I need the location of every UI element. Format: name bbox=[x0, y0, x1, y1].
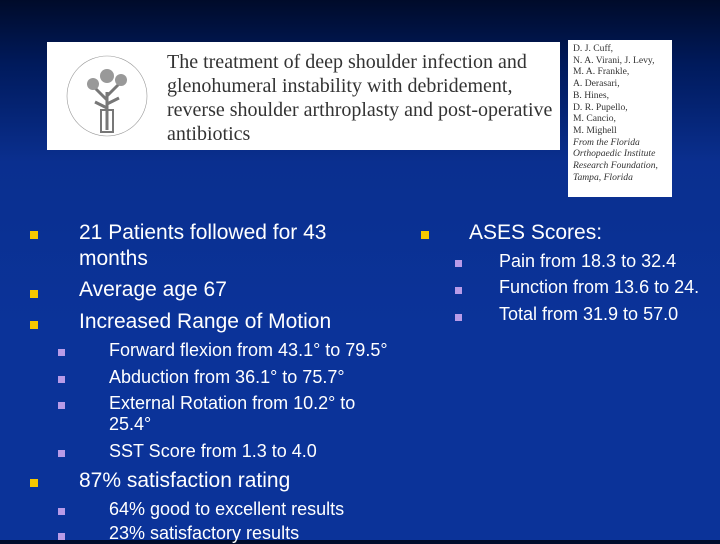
bullet-icon bbox=[30, 231, 38, 239]
satisfaction-item: 23% satisfactory results bbox=[109, 523, 300, 543]
sub-bullet-icon bbox=[455, 314, 462, 321]
satisfaction-rating: 87% satisfaction rating bbox=[79, 469, 291, 492]
patients-followed-cont: months bbox=[79, 247, 148, 270]
author-list bbox=[568, 40, 672, 197]
bullet-icon bbox=[421, 231, 429, 239]
sub-bullet-icon bbox=[455, 260, 462, 267]
rom-item: Forward flexion from 43.1° to 79.5° bbox=[109, 340, 388, 360]
satisfaction-item: 64% good to excellent results bbox=[109, 499, 345, 519]
rom-item: External Rotation from 10.2° to bbox=[109, 393, 356, 413]
sub-bullet-icon bbox=[58, 508, 65, 515]
author: M. A. Frankle, bbox=[573, 66, 630, 78]
range-of-motion: Increased Range of Motion bbox=[79, 310, 332, 333]
sub-bullet-icon bbox=[58, 349, 65, 356]
article-title: The treatment of deep shoulder infection and glenohumeral instability with debridement, reverse shoulder arthroplasty and post-operative antibiotics bbox=[167, 51, 553, 145]
author: D. J. Cuff, bbox=[573, 43, 614, 54]
affiliation: Orthopaedic Institute bbox=[573, 148, 656, 160]
ases-heading: ASES Scores: bbox=[469, 221, 603, 244]
affiliation: From the Florida bbox=[573, 136, 640, 148]
average-age: Average age 67 bbox=[79, 278, 227, 301]
sub-bullet-icon bbox=[58, 450, 65, 457]
bullet-icon bbox=[30, 321, 38, 329]
author: A. Derasari, bbox=[573, 78, 620, 90]
ases-item: Pain from 18.3 to 32.4 bbox=[499, 251, 677, 271]
article-banner bbox=[47, 42, 560, 150]
bullet-icon bbox=[30, 479, 38, 487]
author: M. Mighell bbox=[573, 124, 617, 136]
ases-item: Function from 13.6 to 24. bbox=[499, 277, 700, 297]
author: D. R. Pupello, bbox=[573, 101, 628, 113]
sub-bullet-icon bbox=[58, 376, 65, 383]
bullet-icon bbox=[30, 290, 38, 298]
journal-logo-icon bbox=[63, 52, 151, 140]
affiliation: Tampa, Florida bbox=[573, 171, 633, 183]
rom-item: Abduction from 36.1° to 75.7° bbox=[109, 367, 345, 387]
sub-bullet-icon bbox=[58, 533, 65, 540]
rom-item: SST Score from 1.3 to 4.0 bbox=[109, 441, 317, 461]
patients-followed: 21 Patients followed for 43 bbox=[79, 221, 327, 244]
affiliation: Research Foundation, bbox=[573, 160, 658, 172]
author: M. Cancio, bbox=[573, 113, 616, 125]
rom-item-cont: 25.4° bbox=[109, 414, 152, 434]
author: B. Hines, bbox=[573, 89, 609, 101]
ases-item: Total from 31.9 to 57.0 bbox=[499, 304, 679, 324]
sub-bullet-icon bbox=[58, 402, 65, 409]
author: N. A. Virani, J. Levy, bbox=[573, 54, 655, 66]
sub-bullet-icon bbox=[455, 287, 462, 294]
